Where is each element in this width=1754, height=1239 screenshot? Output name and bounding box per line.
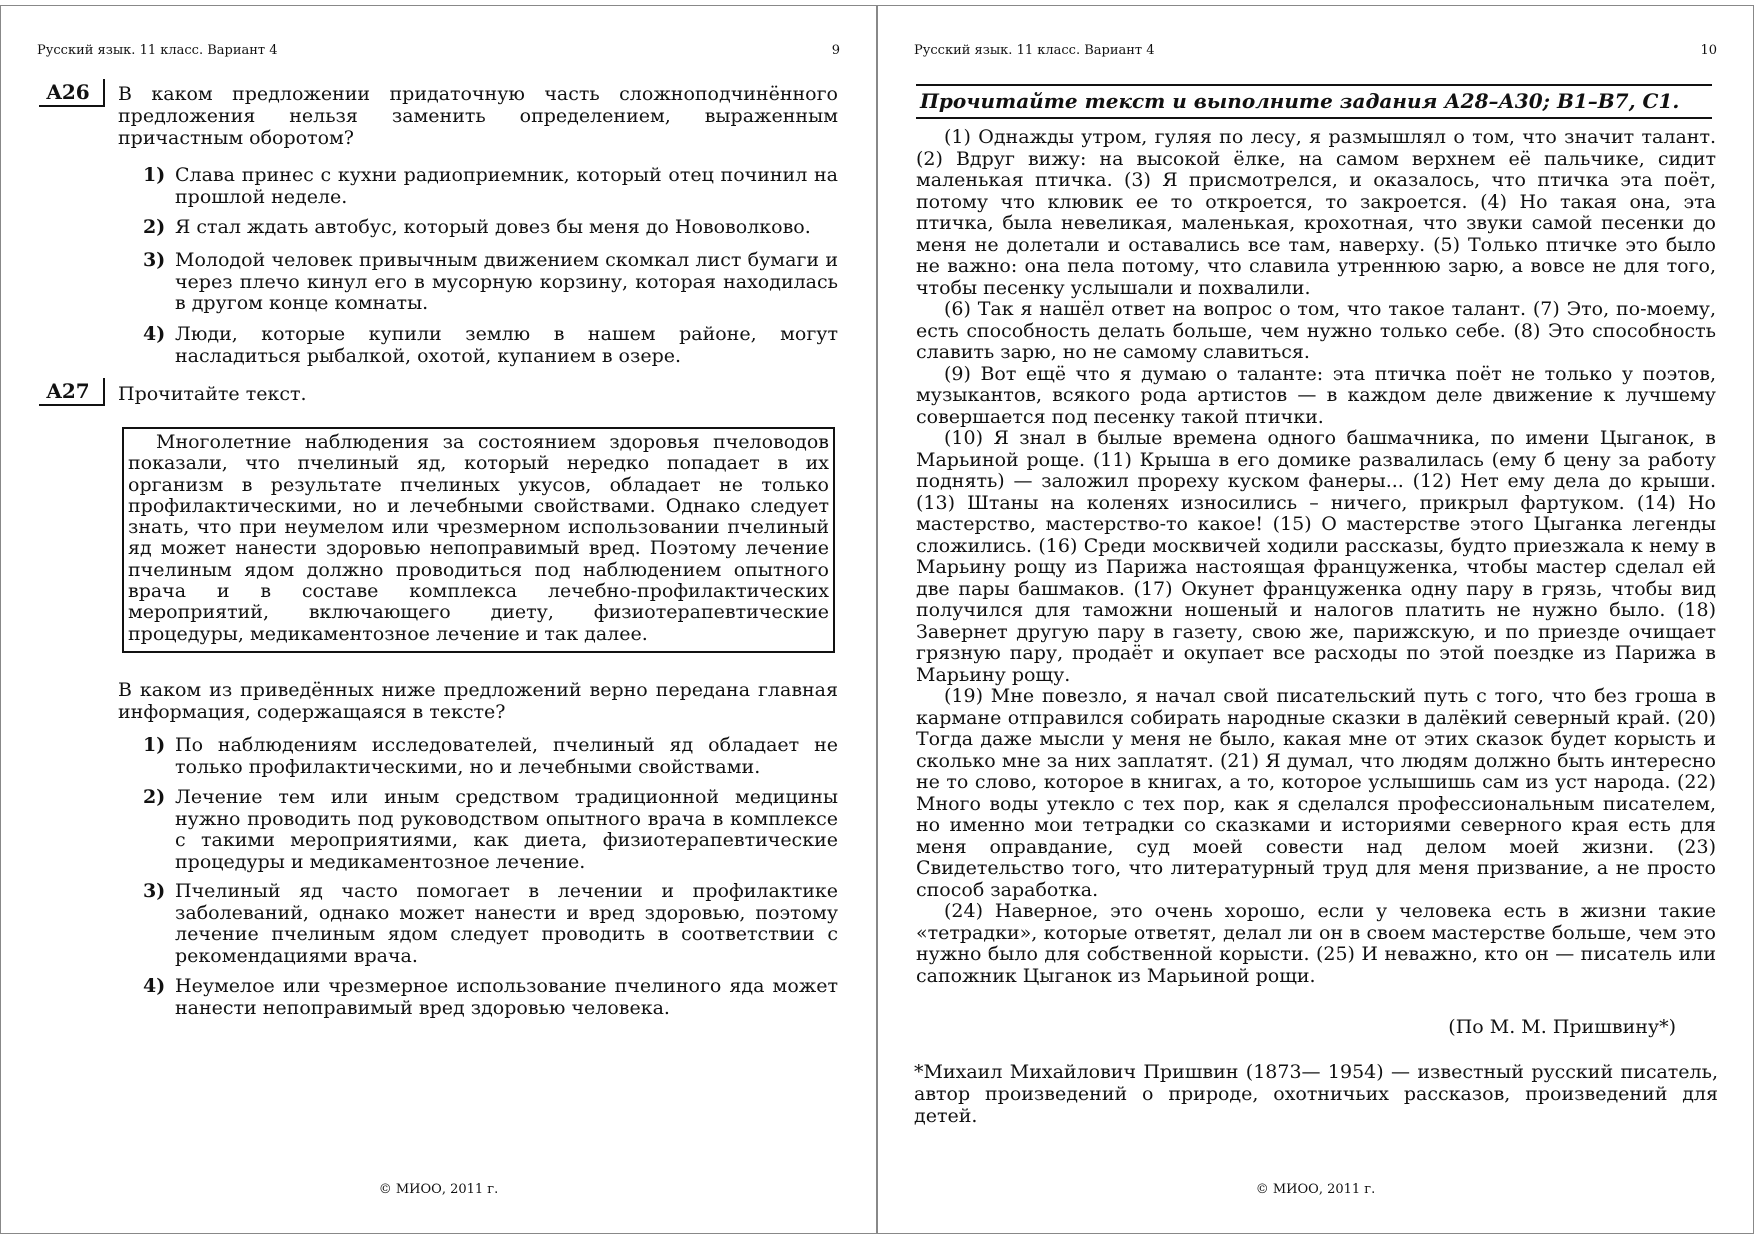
option-number: 4) bbox=[143, 975, 166, 997]
page-number: 9 bbox=[831, 43, 840, 58]
a27-option-3 bbox=[143, 881, 838, 967]
text-attribution: (По М. М. Пришвину*) bbox=[1448, 1016, 1676, 1038]
option-number: 1) bbox=[143, 164, 166, 186]
a27-option-1 bbox=[143, 735, 838, 778]
text-paragraph: (1) Однажды утром, гуляя по лесу, я размышлял о том, что значит талант. (2) Вдруг вижу: на высокой ёлке, на самом верхнем её пальчике, сидит маленькая птичка. (3) Я присмотрелся, и оказалось, что птичка эта поёт, потому что клювик ее то откроется, то закроется. (4) Но такая она, эта птичка, была невеликая, маленькая, крохотная, что звуки самой песенки до меня не долетали и оставались все там, наверху. (5) Только птичке это было не важно: она пела потому, что славила утреннюю зарю, а вовсе не для того, чтобы песенку услышали и похвалили. bbox=[916, 126, 1716, 299]
page-footer: © МИОО, 2011 г. bbox=[378, 1182, 499, 1197]
page-header-title: Русский язык. 11 класс. Вариант 4 bbox=[37, 43, 278, 58]
a26-option-3 bbox=[143, 250, 838, 315]
passage-text: Многолетние наблюдения за состоянием здоровья пчеловодов показали, что пчелиный яд, который нередко попадает в их организм в результате пчелиных укусов, обладает не только профилактическими, но и лечебными свойствами. Однако следует знать, что при неумелом или чрезмерном использовании пчелиный яд может нанести здоровью непоправимый вред. Поэтому лечение пчелиным ядом должно проводиться под наблюдением опытного врача и в составе комплекса лечебно-профилактических мероприятий, включающего диету, физиотерапевтические процедуры, медикаментозное лечение и так далее. bbox=[128, 431, 829, 645]
option-text: По наблюдениям исследователей, пчелиный яд обладает не только профилактическими, но и лечебными свойствами. bbox=[175, 734, 838, 778]
option-number: 3) bbox=[143, 880, 166, 902]
option-text: Слава принес с кухни радиоприемник, который отец починил на прошлой неделе. bbox=[175, 164, 838, 208]
option-text: Я стал ждать автобус, который довез бы меня до Нововолково. bbox=[175, 216, 811, 238]
a27-option-2 bbox=[143, 787, 838, 873]
passage-box bbox=[122, 427, 835, 653]
task-instruction: Прочитайте текст и выполните задания А28–А30; В1–В7, С1. bbox=[916, 84, 1712, 119]
option-text: Неумелое или чрезмерное использование пчелиного яда может нанести непоправимый вред здоровью человека. bbox=[175, 975, 838, 1019]
option-text: Молодой человек привычным движением скомкал лист бумаги и через плечо кинул его в мусорную корзину, которая находилась в другом конце комнаты. bbox=[175, 249, 838, 314]
option-text: Лечение тем или иным средством традиционной медицины нужно проводить под руководством опытного врача в комплексе с такими мероприятиями, как диета, физиотерапевтические процедуры и медикаментозное лечение. bbox=[175, 786, 838, 873]
option-text: Пчелиный яд часто помогает в лечении и профилактике заболеваний, однако может нанести и вред здоровью, поэтому лечение пчелиным ядом следует проводить в соответствии с рекомендациями врача. bbox=[175, 880, 838, 967]
a26-option-1 bbox=[143, 165, 838, 208]
question-text-a26: В каком предложении придаточную часть сложноподчинённого предложения нельзя заменить определением, выраженным причастным оборотом? bbox=[118, 83, 838, 149]
page-number: 10 bbox=[1700, 43, 1717, 58]
question-prompt-a27: Прочитайте текст. bbox=[118, 383, 307, 405]
text-paragraph: (19) Мне повезло, я начал свой писательский путь с того, что без гроша в кармане отправился собирать народные сказки в далёкий северный край. (20) Тогда даже мысли у меня не было, какая мне от этих сказок будет корысть и сколько мне за них заплатят. (21) Я думал, что людям должно быть интересно не то слово, которое в книгах, а то, которое услышишь сам из уст народа. (22) Много воды утекло с тех пор, как я сделался профессиональным писателем, но именно мои тетрадки со сказками и историями северного края есть для меня оправдание, суд моей совести над делом моей жизни. (23) Свидетельство того, что литературный труд для меня призвание, а не просто способ заработка. bbox=[916, 685, 1716, 901]
a27-option-4 bbox=[143, 976, 838, 1019]
option-number: 3) bbox=[143, 249, 166, 271]
text-paragraph: (10) Я знал в былые времена одного башмачника, по имени Цыганок, в Марьиной роще. (11) Крыша в его домике развалилась (ему б цену за работу поднять) — заложил прореху куском фанеры... (12) Нет ему дела до крыши. (13) Штаны на коленях износились – ничего, прикрыл фартуком. (14) Но мастерство, мастерство-то какое! (15) О мастерстве этого Цыганка легенды сложились. (16) Среди москвичей ходили рассказы, будто приезжала к нему в Марьину рощу из Парижа настоящая француженка, чтобы мастер сделал ей две пары башмаков. (17) Окунет француженка одну пару в грязь, чтобы вид получился для таможни ношеный и налогов платить не нужно было. (18) Завернет другую пару в газету, свою же, парижскую, и по приезде очищает грязную пару, продаёт и окупает все расходы по этой поездке из Парижа в Марьину рощу. bbox=[916, 427, 1716, 686]
page-footer: © МИОО, 2011 г. bbox=[1255, 1182, 1376, 1197]
option-number: 4) bbox=[143, 323, 166, 345]
page-9 bbox=[0, 5, 877, 1234]
question-label-a27: A27 bbox=[39, 378, 105, 406]
option-text: Люди, которые купили землю в нашем районе, могут насладиться рыбалкой, охотой, купанием в озере. bbox=[175, 323, 838, 367]
text-paragraph: (9) Вот ещё что я думаю о таланте: эта птичка поёт не только у поэтов, музыкантов, всякого рода артистов — в каждом деле движение к лучшему совершается под песенку такой птички. bbox=[916, 362, 1716, 428]
reading-text bbox=[916, 127, 1716, 987]
text-paragraph: (6) Так я нашёл ответ на вопрос о том, что такое талант. (7) Это, по-моему, есть способность делать больше, чем нужно только себе. (8) Это способность славить зарю, но не самому славиться. bbox=[916, 298, 1716, 363]
question-label-a26: A26 bbox=[39, 79, 105, 107]
footnote: *Михаил Михайлович Пришвин (1873— 1954) — известный русский писатель, автор произведений о природе, охотничьих рассказов, произведений для детей. bbox=[914, 1061, 1718, 1127]
question-text-a27: В каком из приведённых ниже предложений верно передана главная информация, содержащаяся в тексте? bbox=[118, 679, 838, 723]
page-10 bbox=[877, 5, 1754, 1234]
option-number: 1) bbox=[143, 734, 166, 756]
a26-option-2 bbox=[143, 217, 838, 239]
page-header-title: Русский язык. 11 класс. Вариант 4 bbox=[914, 43, 1155, 58]
a26-option-4 bbox=[143, 324, 838, 367]
option-number: 2) bbox=[143, 786, 166, 808]
text-paragraph: (24) Наверное, это очень хорошо, если у человека есть в жизни такие «тетрадки», которые ответят, делал ли он в своем мастерстве больше, чем это нужно было для собственной корысти. (25) И неважно, кто он — писатель или сапожник Цыганок из Марьиной рощи. bbox=[916, 900, 1716, 987]
option-number: 2) bbox=[143, 216, 166, 238]
